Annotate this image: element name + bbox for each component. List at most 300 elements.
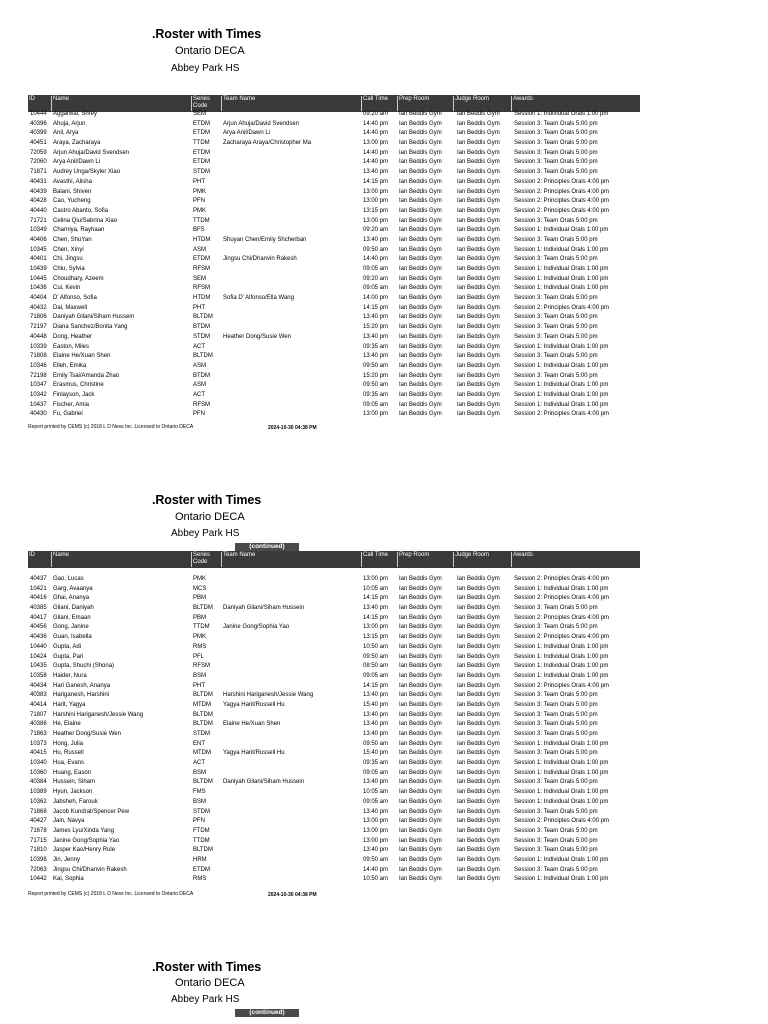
cell-awards: Session 3: Team Orals 5:00 pm [514, 837, 598, 844]
cell-name: Hussein, Siham [53, 779, 96, 786]
cell-series-code: PBM [193, 595, 207, 602]
cell-call-time: 13:40 pm [363, 353, 389, 360]
cell-awards: Session 3: Team Orals 5:00 pm [514, 779, 598, 786]
cell-team-name: Harshini Hariganesh/Jessie Wang [223, 692, 314, 699]
cell-name: Hua, Evans [53, 760, 85, 767]
table-row [30, 740, 640, 750]
table-row [30, 653, 640, 663]
cell-awards: Session 1: Individual Orals 1:00 pm [514, 266, 609, 272]
cell-series-code: PMK [193, 634, 207, 641]
cell-call-time: 13:40 pm [363, 169, 389, 176]
cell-id: 71863 [30, 731, 47, 737]
cell-series-code: MCS [193, 585, 207, 592]
cell-prep-room: Ian Beddis Gym [399, 731, 442, 737]
roster-table-body [30, 110, 640, 420]
report-title: .Roster with Times [152, 493, 262, 507]
cell-name: Daniyah Gilani/Siham Hussein [53, 314, 135, 321]
table-header [28, 551, 640, 568]
cell-name: Hu, Russell [53, 750, 84, 757]
cell-id: 10439 [30, 266, 47, 272]
org-name: Ontario DECA [175, 977, 245, 989]
table-row [30, 778, 640, 788]
cell-judge-room: Ian Beddis Gym [457, 711, 500, 718]
cell-judge-room: Ian Beddis Gym [457, 818, 500, 825]
cell-series-code: PFN [193, 198, 205, 205]
cell-prep-room: Ian Beddis Gym [399, 217, 442, 224]
cell-series-code: HTDM [193, 236, 211, 243]
col-id-header: ID [29, 552, 35, 558]
cell-awards: Session 1: Individual Orals 1:00 pm [514, 275, 609, 282]
cell-judge-room: Ian Beddis Gym [457, 750, 500, 757]
cell-awards: Session 3: Team Orals 5:00 pm [514, 624, 598, 631]
cell-prep-room: Ian Beddis Gym [399, 159, 442, 166]
cell-series-code: RMS [193, 643, 207, 650]
org-name: Ontario DECA [175, 45, 245, 57]
cell-judge-room: Ian Beddis Gym [457, 643, 500, 650]
cell-judge-room: Ian Beddis Gym [457, 207, 500, 214]
table-row [30, 275, 640, 285]
cell-call-time: 09:50 am [363, 653, 389, 660]
cell-prep-room: Ian Beddis Gym [399, 653, 442, 660]
cell-name: Aggarwal, Shrey [53, 111, 98, 117]
cell-series-code: RMS [193, 876, 207, 883]
cell-prep-room: Ian Beddis Gym [399, 711, 442, 718]
report-title: .Roster with Times [152, 960, 262, 974]
cell-call-time: 13:00 pm [363, 576, 389, 582]
roster-table-body [30, 575, 640, 885]
table-row [30, 139, 640, 149]
cell-awards: Session 1: Individual Orals 1:00 pm [514, 285, 609, 292]
cell-id: 40396 [30, 120, 47, 127]
cell-name: He, Elaine [53, 721, 81, 728]
cell-judge-room: Ian Beddis Gym [457, 731, 500, 737]
cell-call-time: 13:00 pm [363, 827, 389, 834]
cell-prep-room: Ian Beddis Gym [399, 169, 442, 176]
cell-series-code: PMK [193, 576, 207, 582]
cell-prep-room: Ian Beddis Gym [399, 236, 442, 243]
cell-id: 10421 [30, 585, 47, 592]
cell-series-code: PHT [193, 178, 205, 185]
cell-series-code: ETDM [193, 149, 210, 156]
cell-id: 40401 [30, 256, 47, 263]
cell-awards: Session 1: Individual Orals 1:00 pm [514, 362, 609, 369]
table-row [30, 149, 640, 159]
cell-awards: Session 3: Team Orals 5:00 pm [514, 847, 598, 854]
cell-prep-room: Ian Beddis Gym [399, 391, 442, 398]
cell-prep-room: Ian Beddis Gym [399, 837, 442, 844]
table-row [30, 168, 640, 178]
col-call-header: Call Time [361, 96, 397, 111]
cell-id: 10435 [30, 663, 47, 670]
cell-prep-room: Ian Beddis Gym [399, 818, 442, 825]
cell-call-time: 14:40 pm [363, 130, 389, 137]
cell-awards: Session 2: Principles Orals 4:00 pm [514, 818, 610, 825]
cell-awards: Session 1: Individual Orals 1:00 pm [514, 391, 609, 398]
cell-series-code: HRM [193, 856, 207, 863]
cell-team-name: Arya Anil/Dawn Li [223, 130, 271, 137]
cell-series-code: TTDM [193, 837, 210, 844]
cell-series-code: ASM [193, 362, 207, 369]
cell-prep-room: Ian Beddis Gym [399, 701, 442, 708]
cell-call-time: 14:40 pm [363, 866, 389, 873]
cell-awards: Session 3: Team Orals 5:00 pm [514, 149, 598, 156]
col-series-header: Series Code [191, 96, 221, 111]
cell-id: 40456 [30, 624, 47, 631]
cell-series-code: PBM [193, 614, 207, 621]
cell-awards: Session 1: Individual Orals 1:00 pm [514, 740, 609, 747]
cell-judge-room: Ian Beddis Gym [457, 111, 500, 117]
cell-prep-room: Ian Beddis Gym [399, 760, 442, 767]
cell-id: 10389 [30, 789, 47, 796]
cell-judge-room: Ian Beddis Gym [457, 266, 500, 272]
table-row [30, 343, 640, 353]
cell-team-name: Heather Dong/Susie Wen [223, 333, 291, 340]
cell-judge-room: Ian Beddis Gym [457, 769, 500, 776]
table-row [30, 246, 640, 256]
cell-call-time: 14:40 pm [363, 159, 389, 166]
cell-id: 71807 [30, 711, 47, 718]
cell-id: 40428 [30, 198, 47, 205]
cell-call-time: 13:00 pm [363, 837, 389, 844]
cell-prep-room: Ian Beddis Gym [399, 876, 442, 883]
cell-id: 40437 [30, 576, 47, 582]
table-row [30, 662, 640, 672]
cell-team-name: Shuyan Chen/Emily Shcherban [223, 236, 307, 243]
cell-id: 40436 [30, 634, 47, 641]
cell-series-code: PFN [193, 818, 205, 825]
cell-prep-room: Ian Beddis Gym [399, 362, 442, 369]
cell-prep-room: Ian Beddis Gym [399, 285, 442, 292]
table-row [30, 614, 640, 624]
cell-name: Huang, Eason [53, 769, 92, 776]
cell-awards: Session 3: Team Orals 5:00 pm [514, 353, 598, 360]
cell-series-code: ETDM [193, 120, 210, 127]
table-row [30, 265, 640, 275]
cell-id: 40406 [30, 236, 47, 243]
table-row [30, 798, 640, 808]
cell-call-time: 09:05 am [363, 672, 389, 679]
cell-series-code: BSM [193, 769, 207, 776]
cell-series-code: ASM [193, 246, 207, 253]
cell-judge-room: Ian Beddis Gym [457, 149, 500, 156]
table-row [30, 207, 640, 217]
cell-series-code: RFSM [193, 663, 210, 670]
table-row [30, 323, 640, 333]
cell-team-name: Jingsu Chi/Dhanvin Rakesh [223, 256, 297, 263]
table-row [30, 672, 640, 682]
table-row [30, 769, 640, 779]
cell-call-time: 09:50 am [363, 246, 389, 253]
cell-call-time: 14:40 pm [363, 149, 389, 156]
cell-call-time: 13:00 pm [363, 198, 389, 205]
cell-judge-room: Ian Beddis Gym [457, 585, 500, 592]
cell-prep-room: Ian Beddis Gym [399, 401, 442, 408]
report-footer: Report printed by CEMS (c) 2018 L D Ness Inc. Licensed to Ontario DECA [28, 891, 194, 897]
cell-call-time: 13:00 pm [363, 624, 389, 631]
cell-series-code: ETDM [193, 130, 210, 137]
cell-judge-room: Ian Beddis Gym [457, 672, 500, 679]
cell-id: 10444 [30, 111, 47, 117]
cell-call-time: 09:20 am [363, 227, 389, 234]
cell-call-time: 13:40 pm [363, 692, 389, 699]
cell-awards: Session 1: Individual Orals 1:00 pm [514, 401, 609, 408]
cell-call-time: 15:20 pm [363, 324, 389, 331]
cell-call-time: 14:15 pm [363, 595, 389, 602]
cell-id: 40427 [30, 818, 47, 825]
cell-call-time: 09:20 am [363, 275, 389, 282]
cell-id: 71806 [30, 314, 47, 321]
report-footer: Report printed by CEMS (c) 2018 L D Ness Inc. Licensed to Ontario DECA [28, 424, 194, 430]
table-row [30, 730, 640, 740]
cell-series-code: TTDM [193, 140, 210, 147]
cell-id: 40384 [30, 779, 47, 786]
table-row [30, 410, 640, 420]
cell-id: 40431 [30, 178, 47, 185]
cell-call-time: 14:15 pm [363, 614, 389, 621]
cell-judge-room: Ian Beddis Gym [457, 595, 500, 602]
cell-judge-room: Ian Beddis Gym [457, 178, 500, 185]
cell-call-time: 13:00 pm [363, 188, 389, 195]
cell-prep-room: Ian Beddis Gym [399, 295, 442, 302]
col-series-header: Series Code [191, 552, 221, 567]
cell-call-time: 09:05 am [363, 798, 389, 805]
cell-judge-room: Ian Beddis Gym [457, 246, 500, 253]
cell-call-time: 13:40 pm [363, 711, 389, 718]
cell-id: 40385 [30, 605, 47, 612]
cell-awards: Session 3: Team Orals 5:00 pm [514, 324, 598, 331]
cell-id: 40399 [30, 130, 47, 137]
cell-id: 72060 [30, 159, 47, 166]
cell-id: 40383 [30, 692, 47, 699]
cell-prep-room: Ian Beddis Gym [399, 682, 442, 689]
school-name: Abbey Park HS [171, 528, 240, 539]
cell-name: Ahuja, Arjun [53, 120, 86, 127]
cell-id: 71810 [30, 847, 47, 854]
cell-name: D' Alfonso, Sofia [53, 295, 97, 302]
cell-judge-room: Ian Beddis Gym [457, 120, 500, 127]
cell-series-code: PFN [193, 411, 205, 418]
col-name-header: Name [51, 552, 191, 567]
cell-judge-room: Ian Beddis Gym [457, 837, 500, 844]
cell-id: 40439 [30, 188, 47, 195]
cell-awards: Session 3: Team Orals 5:00 pm [514, 217, 598, 224]
cell-prep-room: Ian Beddis Gym [399, 324, 442, 331]
cell-judge-room: Ian Beddis Gym [457, 798, 500, 805]
cell-name: Arya Anil/Dawn Li [53, 159, 101, 166]
cell-judge-room: Ian Beddis Gym [457, 140, 500, 147]
table-row [30, 594, 640, 604]
cell-call-time: 09:05 am [363, 769, 389, 776]
cell-judge-room: Ian Beddis Gym [457, 333, 500, 340]
table-row [30, 749, 640, 759]
cell-team-name: Yagya Harit/Russell Hu [223, 750, 285, 757]
cell-judge-room: Ian Beddis Gym [457, 256, 500, 263]
continued-label: (continued) [235, 543, 299, 551]
cell-call-time: 13:40 pm [363, 333, 389, 340]
table-row [30, 682, 640, 692]
cell-name: Garg, Avaanya [53, 585, 93, 592]
cell-prep-room: Ian Beddis Gym [399, 314, 442, 321]
cell-series-code: RFSM [193, 266, 210, 272]
cell-name: Jacob Kundrat/Spencer Pew [53, 808, 130, 815]
cell-prep-room: Ian Beddis Gym [399, 333, 442, 340]
cell-judge-room: Ian Beddis Gym [457, 827, 500, 834]
cell-call-time: 09:35 am [363, 391, 389, 398]
cell-call-time: 10:05 am [363, 585, 389, 592]
col-judge-header: Judge Room [453, 96, 511, 111]
col-awards-header: Awards [511, 552, 640, 567]
cell-awards: Session 2: Principles Orals 4:00 pm [514, 207, 610, 214]
cell-team-name: Daniyah Gilani/Siham Hussein [223, 605, 305, 612]
cell-series-code: PMK [193, 207, 207, 214]
cell-awards: Session 1: Individual Orals 1:00 pm [514, 798, 609, 805]
table-row [30, 585, 640, 595]
cell-prep-room: Ian Beddis Gym [399, 856, 442, 863]
cell-judge-room: Ian Beddis Gym [457, 856, 500, 863]
cell-id: 10339 [30, 343, 47, 350]
cell-name: Kai, Sophia [53, 876, 84, 883]
table-row [30, 352, 640, 362]
table-row [30, 846, 640, 856]
cell-id: 72059 [30, 149, 47, 156]
cell-call-time: 13:00 pm [363, 217, 389, 224]
col-name-header: Name [51, 96, 191, 111]
col-team-header: Team Name [221, 552, 361, 567]
cell-id: 40440 [30, 207, 47, 214]
cell-judge-room: Ian Beddis Gym [457, 779, 500, 786]
cell-name: Dong, Heather [53, 333, 93, 340]
cell-name: Gong, Janine [53, 624, 89, 631]
table-row [30, 643, 640, 653]
cell-series-code: PHT [193, 682, 205, 689]
cell-series-code: PFL [193, 653, 205, 660]
cell-awards: Session 3: Team Orals 5:00 pm [514, 372, 598, 379]
cell-id: 40432 [30, 304, 47, 311]
cell-series-code: STDM [193, 731, 210, 737]
cell-series-code: FMS [193, 789, 206, 796]
cell-prep-room: Ian Beddis Gym [399, 256, 442, 263]
cell-awards: Session 1: Individual Orals 1:00 pm [514, 856, 609, 863]
cell-series-code: SEM [193, 275, 207, 282]
cell-awards: Session 3: Team Orals 5:00 pm [514, 295, 598, 302]
cell-awards: Session 1: Individual Orals 1:00 pm [514, 663, 609, 670]
cell-name: Hong, Julia [53, 740, 84, 747]
cell-call-time: 09:05 am [363, 285, 389, 292]
cell-series-code: BTDM [193, 324, 210, 331]
cell-series-code: ENT [193, 740, 205, 747]
cell-name: Jingsu Chi/Dhanvin Rakesh [53, 866, 127, 873]
cell-judge-room: Ian Beddis Gym [457, 411, 500, 418]
cell-judge-room: Ian Beddis Gym [457, 634, 500, 641]
cell-id: 71871 [30, 169, 47, 176]
cell-awards: Session 3: Team Orals 5:00 pm [514, 750, 598, 757]
cell-prep-room: Ian Beddis Gym [399, 827, 442, 834]
cell-judge-room: Ian Beddis Gym [457, 876, 500, 883]
cell-prep-room: Ian Beddis Gym [399, 382, 442, 389]
cell-awards: Session 3: Team Orals 5:00 pm [514, 721, 598, 728]
table-row [30, 294, 640, 304]
cell-judge-room: Ian Beddis Gym [457, 682, 500, 689]
cell-judge-room: Ian Beddis Gym [457, 701, 500, 708]
cell-id: 72063 [30, 866, 47, 873]
cell-id: 40386 [30, 721, 47, 728]
report-title: .Roster with Times [152, 27, 262, 41]
cell-judge-room: Ian Beddis Gym [457, 760, 500, 767]
cell-call-time: 13:00 pm [363, 411, 389, 418]
cell-awards: Session 2: Principles Orals 4:00 pm [514, 411, 610, 418]
cell-awards: Session 3: Team Orals 5:00 pm [514, 130, 598, 137]
cell-team-name: Daniyah Gilani/Siham Hussein [223, 779, 305, 786]
table-row [30, 362, 640, 372]
cell-awards: Session 1: Individual Orals 1:00 pm [514, 111, 609, 117]
cell-awards: Session 3: Team Orals 5:00 pm [514, 808, 598, 815]
cell-name: Hariganesh, Harshini [53, 692, 110, 699]
table-row [30, 875, 640, 885]
table-row [30, 313, 640, 323]
cell-call-time: 10:05 am [363, 789, 389, 796]
cell-id: 40417 [30, 614, 47, 621]
cell-series-code: ETDM [193, 256, 210, 263]
cell-judge-room: Ian Beddis Gym [457, 362, 500, 369]
cell-name: Guan, Isabella [53, 634, 92, 641]
cell-id: 71678 [30, 827, 47, 834]
cell-series-code: BLTDM [193, 847, 213, 854]
cell-name: Erasmus, Christine [53, 382, 104, 389]
cell-judge-room: Ian Beddis Gym [457, 789, 500, 796]
cell-judge-room: Ian Beddis Gym [457, 391, 500, 398]
cell-prep-room: Ian Beddis Gym [399, 866, 442, 873]
cell-prep-room: Ian Beddis Gym [399, 740, 442, 747]
cell-prep-room: Ian Beddis Gym [399, 246, 442, 253]
cell-call-time: 15:20 pm [363, 372, 389, 379]
cell-prep-room: Ian Beddis Gym [399, 207, 442, 214]
cell-id: 10345 [30, 246, 47, 253]
cell-series-code: STDM [193, 333, 210, 340]
cell-call-time: 13:40 pm [363, 314, 389, 321]
cell-judge-room: Ian Beddis Gym [457, 576, 500, 582]
cell-name: Fu, Gabriel [53, 411, 83, 418]
cell-call-time: 13:40 pm [363, 808, 389, 815]
cell-prep-room: Ian Beddis Gym [399, 614, 442, 621]
cell-id: 71808 [30, 353, 47, 360]
cell-awards: Session 2: Principles Orals 4:00 pm [514, 188, 610, 195]
cell-judge-room: Ian Beddis Gym [457, 159, 500, 166]
cell-call-time: 09:35 am [363, 760, 389, 767]
cell-awards: Session 2: Principles Orals 4:00 pm [514, 595, 610, 602]
cell-series-code: ACT [193, 391, 205, 398]
cell-awards: Session 3: Team Orals 5:00 pm [514, 314, 598, 321]
cell-prep-room: Ian Beddis Gym [399, 585, 442, 592]
cell-series-code: BTDM [193, 372, 210, 379]
cell-series-code: RFSM [193, 285, 210, 292]
col-team-header: Team Name [221, 96, 361, 111]
cell-name: Hari Ganesh, Ananya [53, 682, 111, 689]
col-id-header: ID [29, 96, 35, 102]
cell-prep-room: Ian Beddis Gym [399, 779, 442, 786]
cell-id: 10340 [30, 760, 47, 767]
cell-call-time: 09:05 am [363, 401, 389, 408]
table-row [30, 866, 640, 876]
cell-prep-room: Ian Beddis Gym [399, 663, 442, 670]
cell-prep-room: Ian Beddis Gym [399, 227, 442, 234]
cell-series-code: BLTDM [193, 353, 213, 360]
cell-name: Gupta, Pari [53, 653, 84, 660]
cell-judge-room: Ian Beddis Gym [457, 275, 500, 282]
cell-name: Chen, ShuYan [53, 236, 92, 243]
cell-id: 10398 [30, 856, 47, 863]
cell-call-time: 14:15 pm [363, 178, 389, 185]
cell-name: Janine Gong/Sophia Yao [53, 837, 120, 844]
